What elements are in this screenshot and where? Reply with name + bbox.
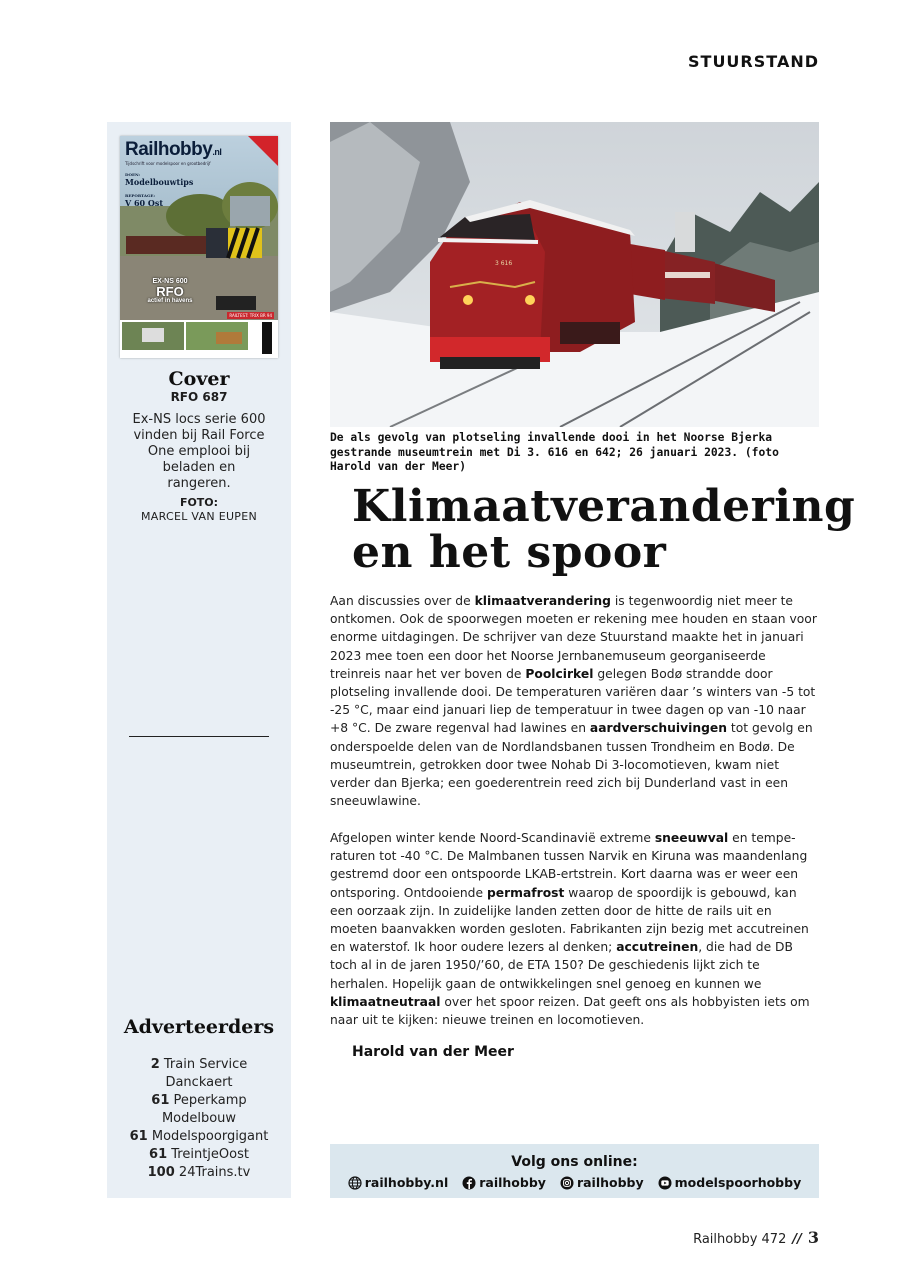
footer-separator: // — [792, 1232, 802, 1247]
author-name: Harold van der Meer — [352, 1044, 514, 1060]
photo-credit-label: FOTO: — [179, 496, 219, 509]
social-link-youtube[interactable]: modelspoorhobby — [658, 1175, 802, 1190]
advertiser-item: 61 TreintjeOost — [149, 1147, 249, 1162]
cover-line: Modelbouwtips — [125, 177, 194, 187]
cover-railtest-badge: RAILTEST: TRIX BR 94 — [229, 313, 272, 318]
cover-description: Ex-NS locs serie 600 vinden bij Rail Force One emplooi bij beladen en rangeren. — [132, 412, 266, 491]
cover-image — [120, 136, 278, 320]
cover-line: DOEN: — [125, 172, 140, 177]
facebook-icon — [462, 1176, 476, 1190]
globe-icon — [348, 1176, 362, 1190]
follow-title: Volg ons online: — [511, 1154, 638, 1170]
magazine-tagline: Tijdschrift voor modelspoor en grootbedrijf — [125, 161, 211, 166]
follow-online-box — [330, 1144, 819, 1198]
advertisers-title: Adverteerders — [123, 1016, 275, 1038]
cover-subtitle: RFO 687 — [170, 390, 228, 404]
page-footer — [693, 1228, 819, 1247]
youtube-icon — [658, 1176, 672, 1190]
advertiser-item: 61 Peperkamp Modelbouw — [151, 1093, 247, 1126]
locomotive-number: 3 616 — [495, 260, 513, 267]
article-headline: Klimaatverandering en het spoor — [352, 481, 856, 578]
social-links — [330, 1175, 819, 1190]
cover-line: REPORTAGE: — [125, 193, 155, 198]
magazine-issue: Railhobby 472 — [693, 1232, 787, 1247]
cover-thumbnail — [120, 136, 278, 358]
cover-headline: EX-NS 600 RFO actief in havens — [147, 278, 193, 304]
cover-title: Cover — [168, 368, 230, 390]
cover-thumb-image — [122, 322, 184, 350]
magazine-logo: Railhobby.nl — [125, 139, 222, 160]
advertiser-item: 2 Train Service Danckaert — [150, 1057, 248, 1090]
photo-caption: De als gevolg van plotseling invallende dooi in het Noorse Bjerka gestrande museumtrein met Di 3. 616 en 642; 26 januari 2023. (foto Harold van der Meer) — [330, 431, 779, 473]
sidebar — [107, 122, 291, 1198]
train-in-snow-illustration — [330, 122, 819, 427]
cover-line: V 60 Ost — [125, 198, 164, 208]
advertisers-list — [123, 1056, 275, 1182]
cover-corner-badge — [248, 136, 278, 166]
article-paragraph: Aan discussies over de klimaatverandering is tegenwoordig niet meer te ontkomen. Ook de spoorwegen moeten er rekening mee houden en staan voor enorme uitdagingen. De schrijver van deze Stuurstand maakte het in januari 2023 mee toen een door het Noorse Jernbanemuseum georganiseerde treinreis naar het ver boven de Poolcirkel gelegen Bodø strandde door plotseling invallende dooi. De temperaturen variëren daar ’s winters van -5 tot -25 °C, maar eind januari liep de temperatuur in twee dagen op van -10 naar +8 °C. De zware regenval had lawines en aardverschuivingen tot gevolg en onderspoelde delen van de Nordlandsbanen tussen Trondheim en Bodø. De museumtrein, getrokken door twee Nohab Di 3-locomotieven, kwam niet verder dan Bjerka; een goederentrein reed zich bij Dunderland vast in een sneeuwlawine. — [330, 594, 817, 809]
social-link-instagram[interactable]: railhobby — [560, 1175, 644, 1190]
instagram-icon — [560, 1176, 574, 1190]
cover-bottom-images — [122, 322, 248, 350]
advertiser-item: 100 24Trains.tv — [147, 1165, 251, 1180]
barcode — [262, 322, 274, 354]
section-label: STUURSTAND — [688, 52, 819, 71]
article-paragraph: Afgelopen winter kende Noord-Scandinavië extreme sneeuwval en temperaturen tot -40 °C. De Malmbanen tussen Narvik en Kiruna was maandenlang gestremd door een ontspoorde LKAB-ertstrein. Kort daarna was er weer een ontsporing. Ontdooiende permafrost waarop de spoordijk is gebouwd, kan een oorzaak zijn. In zuidelijke landen zetten door de hitte de rails uit en moeten baanvakken worden gesloten. Fabrikanten zijn bezig met accutreinen en waterstof. Ik hoor oudere lezers al denken; accutreinen, die had de DB toch al in de jaren 1950/’60, de ETA 150? De geschiedenis lijkt zich te herhalen. Hopelijk gaan de ontwikkelingen snel genoeg en kunnen we klimaatneutraal over het spoor reizen. Dat geeft ons als hobbyisten iets om naar uit te kijken: nieuwe treinen en locomotieven. — [330, 831, 810, 1028]
social-link-facebook[interactable]: railhobby — [462, 1175, 546, 1190]
article-photo — [330, 122, 819, 427]
photo-credit-value: MARCEL VAN EUPEN — [140, 510, 258, 523]
page-number: 3 — [807, 1228, 819, 1247]
cover-thumb-image — [186, 322, 248, 350]
advertiser-item: 61 Modelspoorgigant — [129, 1129, 269, 1144]
divider — [129, 736, 269, 737]
social-link-website[interactable]: railhobby.nl — [348, 1175, 448, 1190]
